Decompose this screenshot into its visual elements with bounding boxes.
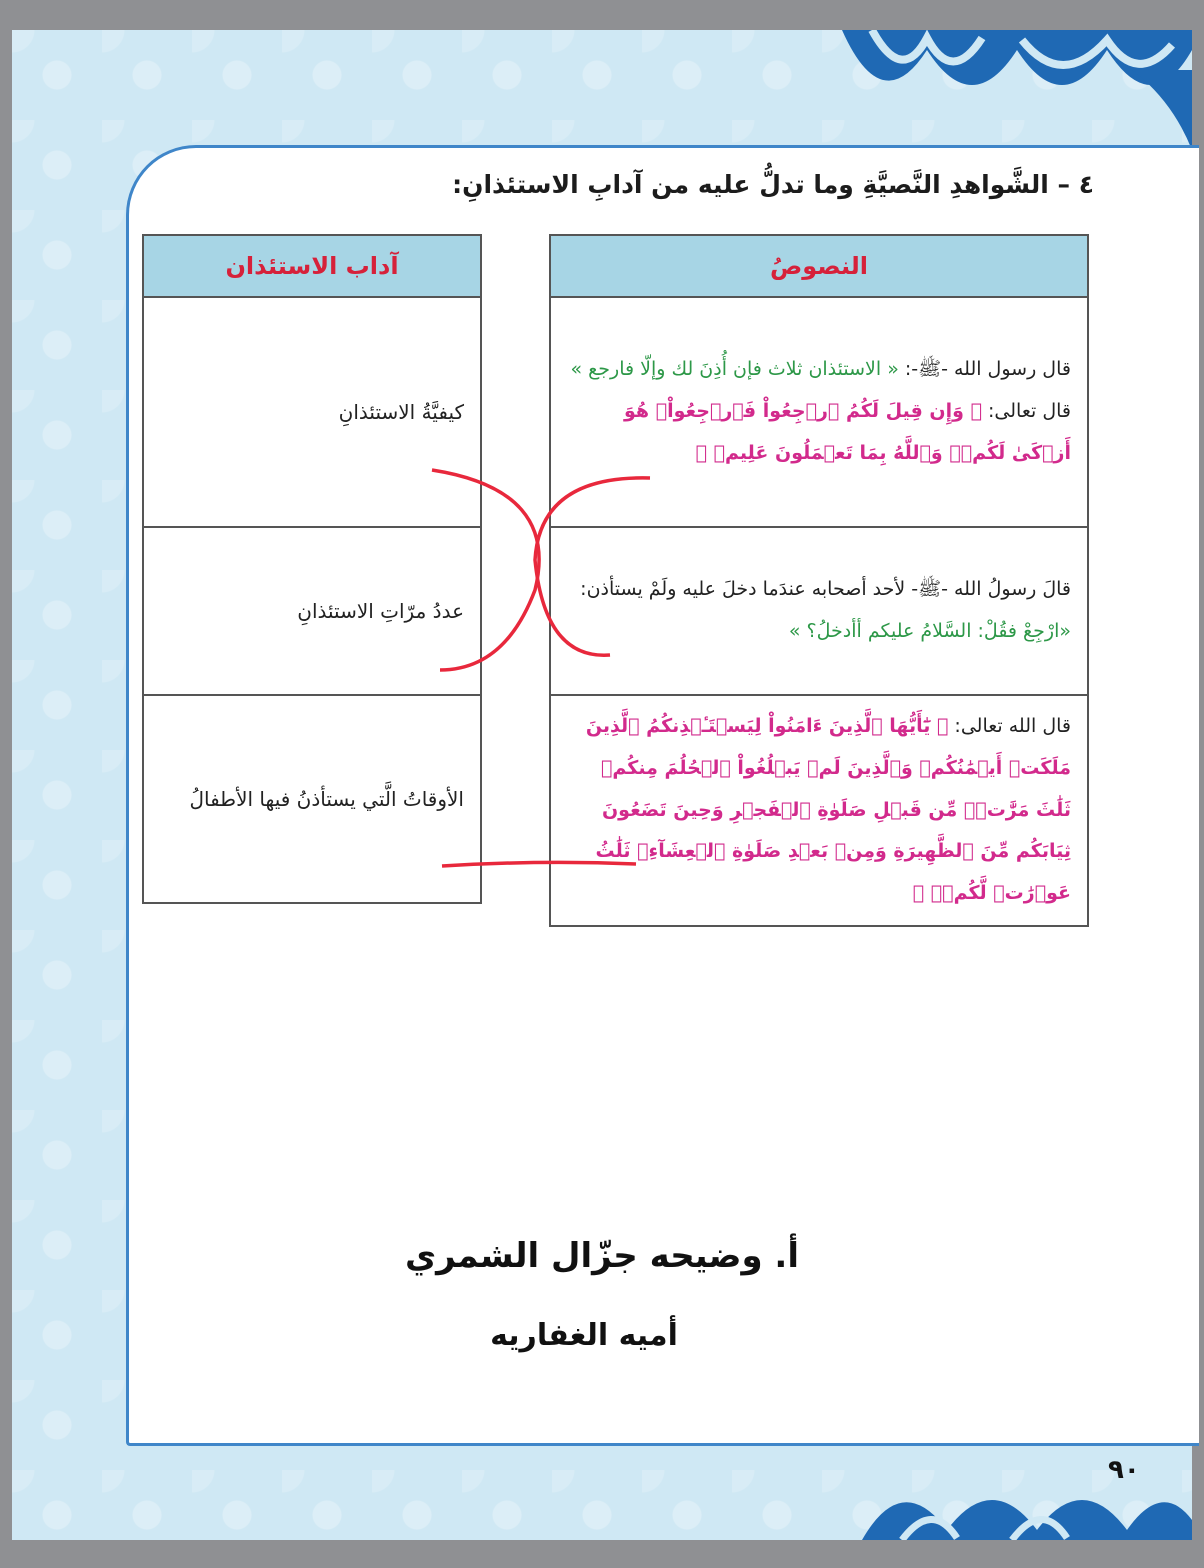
adab-row-2: عددُ مرّاتِ الاستئذانِ xyxy=(143,527,481,695)
text-row-2-hadith: «ارْجِعْ فقُلْ: السَّلامُ عليكم أأدخلُ؟ » xyxy=(788,620,1071,642)
school-name: أميه الغفاريه xyxy=(490,1318,678,1353)
adab-row-1: كيفيَّةُ الاستئذانِ xyxy=(143,297,481,527)
section-heading: ٤ – الشَّواهدِ النَّصيَّةِ وما تدلُّ عليه من آدابِ الاستئذانِ: xyxy=(452,170,1094,199)
marker-curve-right xyxy=(535,478,650,655)
text-row-1-intro: قال رسول الله -ﷺ-: xyxy=(898,358,1071,381)
teacher-name: أ. وضيحه جزّال الشمري xyxy=(404,1236,799,1276)
text-row-1-hadith: « الاستئذان ثلاث فإن أُذِنَ لك وإلّا فارجع » xyxy=(570,358,899,381)
adab-header: آداب الاستئذان xyxy=(143,235,481,297)
text-row-1-intro-2: قال تعالى: xyxy=(981,400,1071,423)
marker-curve-left xyxy=(432,470,539,670)
adab-row-3: الأوقاتُ الَّتي يستأذنُ فيها الأطفالُ xyxy=(143,695,481,903)
text-row-3-intro: قال الله تعالى: xyxy=(948,715,1071,737)
marker-underline xyxy=(442,862,636,866)
texts-header: النصوصُ xyxy=(550,235,1088,297)
text-row-2-intro: قالَ رسولُ الله -ﷺ- لأحد أصحابه عندَما دخلَ عليه ولَمْ يستأذن: xyxy=(580,578,1071,601)
text-row-3-verse: ﴿ يَٰٓأَيُّهَا ٱلَّذِينَ ءَامَنُواْ لِيَسۡتَـٔۡذِنكُمُ ٱلَّذِينَ مَلَكَتۡ أَيۡمَٰنُكُمۡ وَٱلَّذِينَ لَمۡ يَبۡلُغُواْ ٱلۡحُلُمَ مِنكُمۡ ثَلَٰثَ مَرَّٰتٖۚ مِّن قَبۡلِ صَلَوٰةِ ٱلۡفَجۡرِ وَحِينَ تَضَعُونَ ثِيَابَكُم مِّنَ ٱلظَّهِيرَةِ وَمِنۢ بَعۡدِ صَلَوٰةِ ٱلۡعِشَآءِۚ ثَلَٰثُ عَوۡرَٰتٖ لَّكُمۡۚ ﴾ xyxy=(585,715,1071,905)
page-number: ٩٠ xyxy=(1108,1455,1140,1485)
text-row-1-verse: ﴿ وَإِن قِيلَ لَكُمُ ٱرۡجِعُواْ فَٱرۡجِعُواْۖ هُوَ أَزۡكَىٰ لَكُمۡۚ وَٱللَّهُ بِمَا تَعۡمَلُونَ عَلِيمٞ ﴾ xyxy=(624,400,1071,464)
